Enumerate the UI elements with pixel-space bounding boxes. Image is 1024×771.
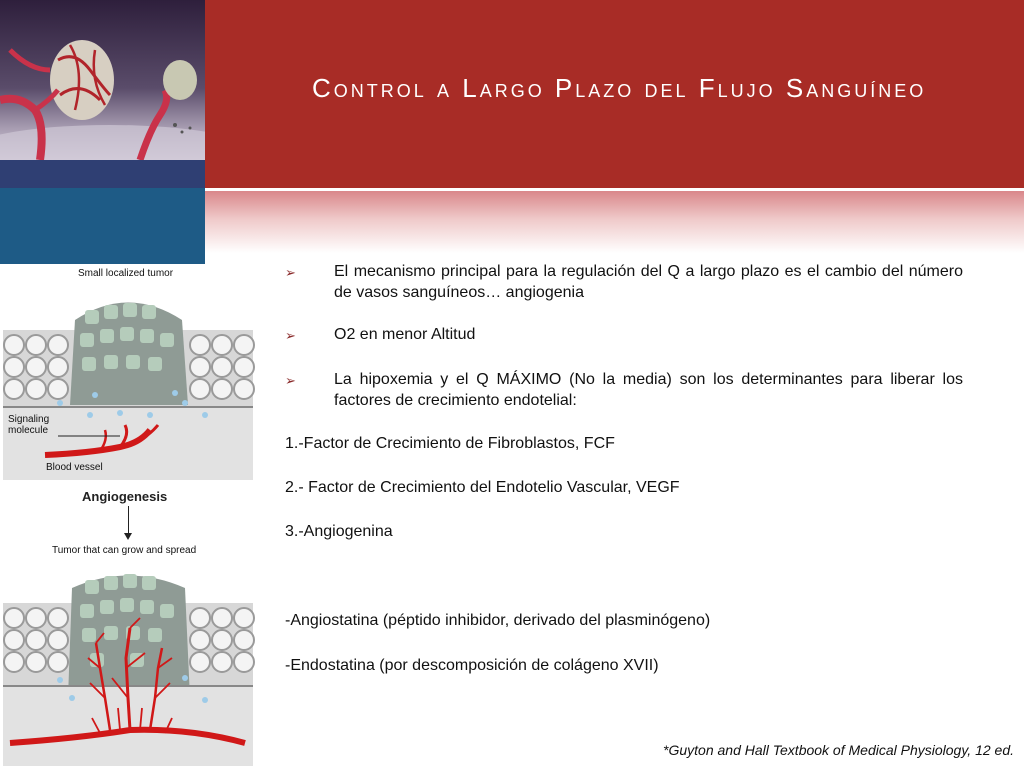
blue-accent-panel [0, 188, 205, 264]
citation: *Guyton and Hall Textbook of Medical Physiology, 12 ed. [663, 742, 1014, 758]
arrow-bullet-icon: ➢ [285, 265, 296, 280]
label-angiogenesis: Angiogenesis [82, 489, 168, 504]
bullet-item [285, 369, 963, 411]
arrow-down-line [128, 506, 129, 534]
header-gradient [205, 191, 1024, 253]
bullet-item [285, 261, 963, 303]
inhibitor-item: -Endostatina (por descomposición de colágeno XVII) [285, 657, 659, 674]
factor-item: 1.-Factor de Crecimiento de Fibroblastos, FCF [285, 435, 615, 452]
label-signaling-molecule [8, 414, 49, 436]
arrow-bullet-icon: ➢ [285, 373, 296, 388]
label-small-tumor: Small localized tumor [78, 268, 174, 279]
label-blood-vessel: Blood vessel [46, 462, 103, 473]
angiogenesis-diagram-top [0, 265, 255, 480]
photo-bottom-strip [0, 160, 205, 188]
bullet-item [285, 324, 963, 345]
inhibitor-item: -Angiostatina (péptido inhibidor, derivado del plasminógeno) [285, 612, 711, 629]
tumor-photo [0, 0, 205, 160]
factor-item: 2.- Factor de Crecimiento del Endotelio Vascular, VEGF [285, 479, 680, 496]
slide-title: Control a Largo Plazo del Flujo Sanguíneo [312, 73, 927, 103]
angiogenesis-diagram-bottom [0, 558, 255, 766]
bullet-text: O2 en menor Altitud [334, 326, 476, 343]
label-tumor-spread: Tumor that can grow and spread [52, 545, 197, 556]
arrow-bullet-icon: ➢ [285, 328, 296, 343]
arrow-down-icon [124, 533, 132, 540]
factor-item: 3.-Angiogenina [285, 523, 393, 540]
label-signaling-text: Signaling molecule [8, 414, 50, 436]
bullet-text: La hipoxemia y el Q MÁXIMO (No la media) son los determinantes para liberar los factores de crecimiento endotelial: [334, 371, 963, 409]
bullet-text: El mecanismo principal para la regulación del Q a largo plazo es el cambio del número de vasos sanguíneos… angiogenia [334, 263, 963, 301]
